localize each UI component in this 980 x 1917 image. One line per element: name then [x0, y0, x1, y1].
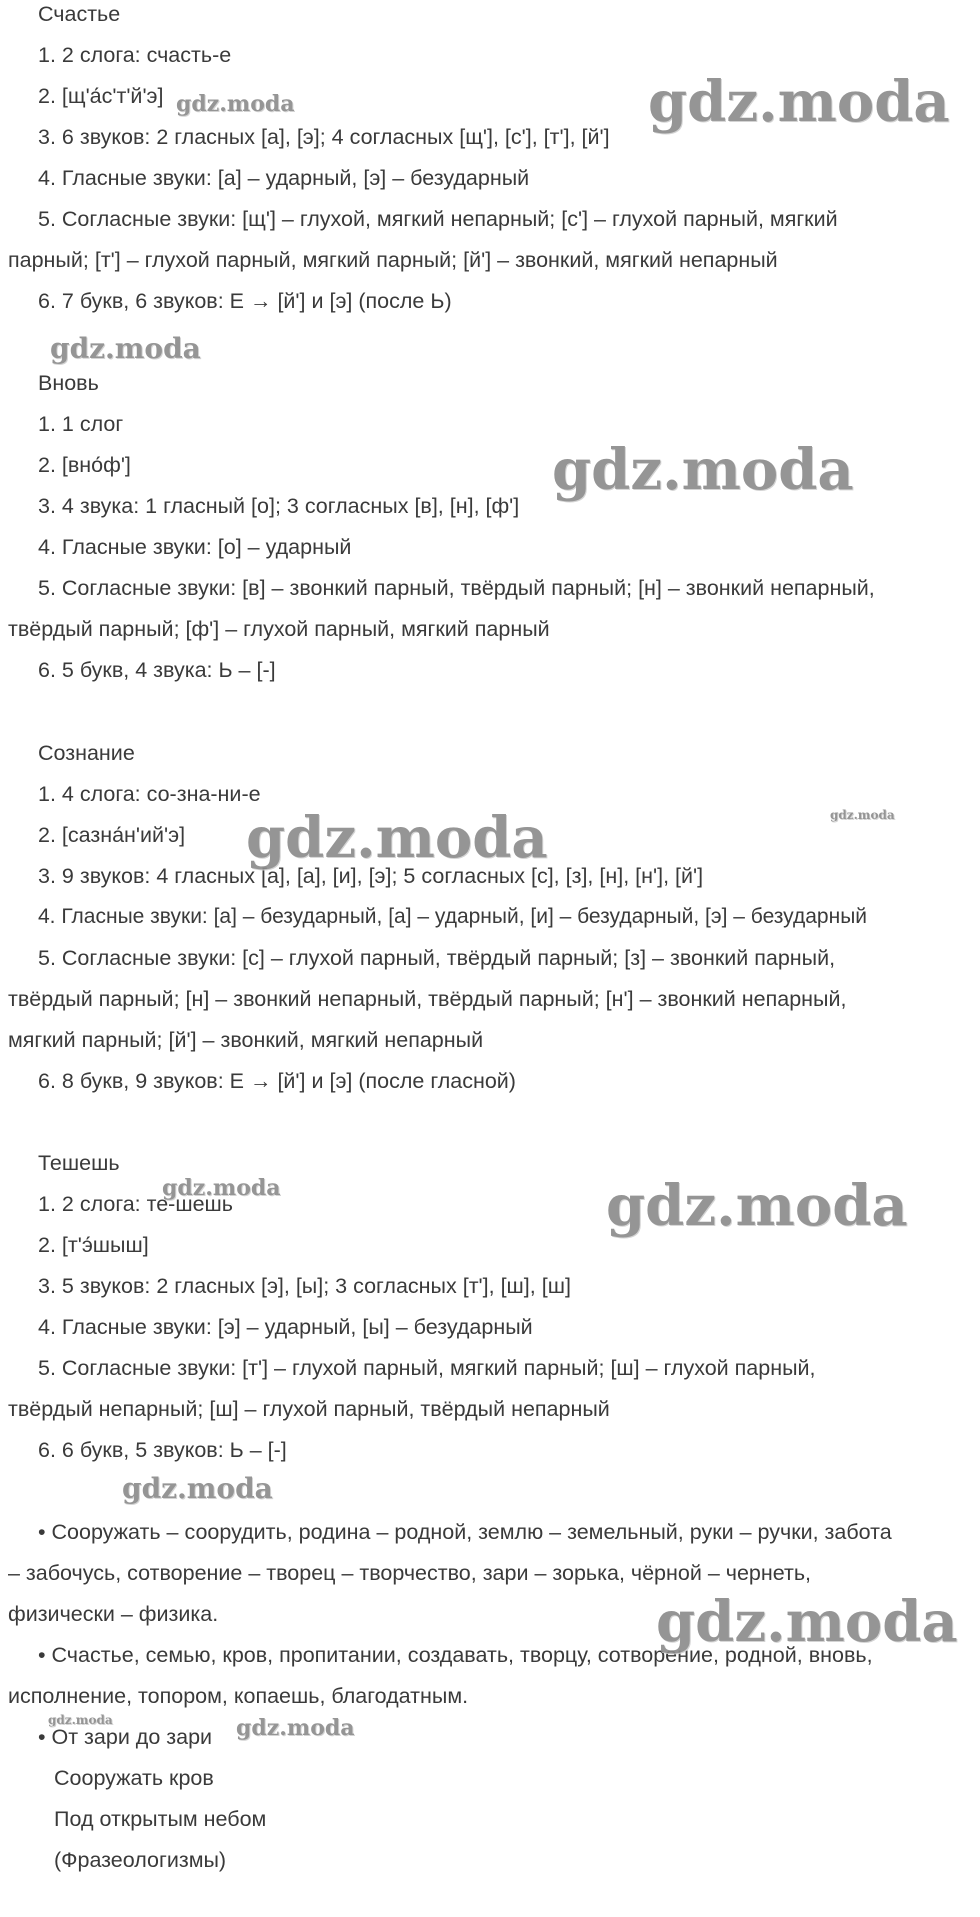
s1-line-5b: парный; [т'] – глухой парный, мягкий парный; [й'] – звонкий, мягкий непарный: [8, 248, 778, 272]
s3-line-6: 6. 8 букв, 9 звуков: Е → [й'] и [э] (после гласной): [38, 1069, 516, 1093]
s4-line-3: 3. 5 звуков: 2 гласных [э], [ы]; 3 согласных [т'], [ш], [ш]: [38, 1274, 571, 1298]
s1-line-5a-text: 5. Согласные звуки: [щ'] – глухой, мягкий непарный; [с'] – глухой парный, мягкий: [38, 207, 838, 231]
bullet-2-line-a: • Счастье, семью, кров, пропитании, создавать, творцу, сотворение, родной, вновь,: [38, 1643, 873, 1667]
s4-line-4: 4. Гласные звуки: [э] – ударный, [ы] – безударный: [38, 1315, 533, 1339]
bullet-1-line-b: – забочусь, сотворение – творец – творчество, зари – зорька, чёрной – чернеть,: [8, 1561, 812, 1585]
idiom-2: Под открытым небом: [54, 1807, 267, 1831]
s1-line-3: 3. 6 звуков: 2 гласных [а], [э]; 4 согласных [щ'], [с'], [т'], [й']: [38, 125, 610, 149]
bullet-1-line-a: • Сооружать – соорудить, родина – родной, землю – земельный, руки – ручки, забота: [38, 1520, 892, 1544]
s2-line-4: 4. Гласные звуки: [о] – ударный: [38, 535, 352, 559]
s1-line-4: 4. Гласные звуки: [а] – ударный, [э] – безударный: [38, 166, 530, 190]
bullet-2-line-b: исполнение, топором, копаешь, благодатным.: [8, 1684, 469, 1708]
idiom-3: (Фразеологизмы): [54, 1848, 227, 1872]
s3-line-4: 4. Гласные звуки: [а] – безударный, [а] – ударный, [и] – безударный, [э] – безударный: [38, 905, 868, 928]
s2-line-5b: твёрдый парный; [ф'] – глухой парный, мягкий парный: [8, 617, 550, 641]
bullet-1-line-c: физически – физика.: [8, 1602, 219, 1626]
s2-line-1: 1. 1 слог: [38, 412, 124, 436]
s1-line-1: 1. 2 слога: счасть-е: [38, 43, 232, 67]
watermark-logo: gdz.moda: [236, 1715, 355, 1741]
section-title-teshesh: Тешешь: [38, 1151, 120, 1175]
idiom-1: Сооружать кров: [54, 1766, 214, 1790]
watermark-logo: gdz.moda: [50, 332, 201, 365]
s3-line-3: 3. 9 звуков: 4 гласных [а], [а], [и], [э]; 5 согласных [с], [з], [н], [н'], [й']: [38, 864, 704, 888]
s4-line-2: 2. [т'э́шыш]: [38, 1233, 149, 1257]
s2-line-3: 3. 4 звука: 1 гласный [о]; 3 согласных [в], [н], [ф']: [38, 494, 520, 518]
s3-line-5a: 5. Согласные звуки: [с] – глухой парный, твёрдый парный; [з] – звонкий парный,: [38, 946, 836, 970]
s3-line-1: 1. 4 слога: со-зна-ни-е: [38, 782, 261, 806]
s2-line-2: 2. [вно́ф']: [38, 453, 131, 477]
watermark-logo: gdz.moda: [648, 69, 950, 135]
watermark-logo: gdz.moda: [606, 1173, 908, 1239]
s3-line-5c: мягкий парный; [й'] – звонкий, мягкий непарный: [8, 1028, 484, 1052]
s1-line-5a: [38, 205, 972, 233]
s2-line-5a: 5. Согласные звуки: [в] – звонкий парный, твёрдый парный; [н] – звонкий непарный,: [38, 576, 875, 600]
s3-line-5b: твёрдый парный; [н] – звонкий непарный, твёрдый парный; [н'] – звонкий непарный,: [8, 987, 847, 1011]
section-title-soznanie: Сознание: [38, 741, 135, 765]
s4-line-5b: твёрдый непарный; [ш] – глухой парный, твёрдый непарный: [8, 1397, 610, 1421]
section-title-vnov: Вновь: [38, 371, 99, 395]
watermark-logo: gdz.moda: [246, 805, 548, 871]
watermark-logo: gdz.moda: [162, 1175, 281, 1201]
watermark-logo: gdz.moda: [830, 808, 895, 822]
s4-line-1: 1. 2 слога: те-шешь: [38, 1192, 233, 1216]
section-title-schastye: Счастье: [38, 2, 121, 26]
s1-line-2: 2. [щ'а́с'т'й'э]: [38, 84, 164, 108]
watermark-logo: gdz.moda: [48, 1713, 113, 1727]
watermark-logo: gdz.moda: [552, 437, 854, 503]
watermark-logo: gdz.moda: [122, 1472, 273, 1505]
s4-line-5a: 5. Согласные звуки: [т'] – глухой парный, мягкий парный; [ш] – глухой парный,: [38, 1356, 816, 1380]
s1-line-6: 6. 7 букв, 6 звуков: Е → [й'] и [э] (после Ь): [38, 289, 452, 313]
watermark-logo: gdz.moda: [656, 1589, 958, 1655]
s3-line-2: 2. [сазна́н'ий'э]: [38, 823, 186, 847]
s2-line-6: 6. 5 букв, 4 звука: Ь – [-]: [38, 658, 276, 682]
s4-line-6: 6. 6 букв, 5 звуков: Ь – [-]: [38, 1438, 287, 1462]
watermark-logo: gdz.moda: [176, 91, 295, 117]
bullet-3-line: • От зари до зари: [38, 1725, 213, 1749]
